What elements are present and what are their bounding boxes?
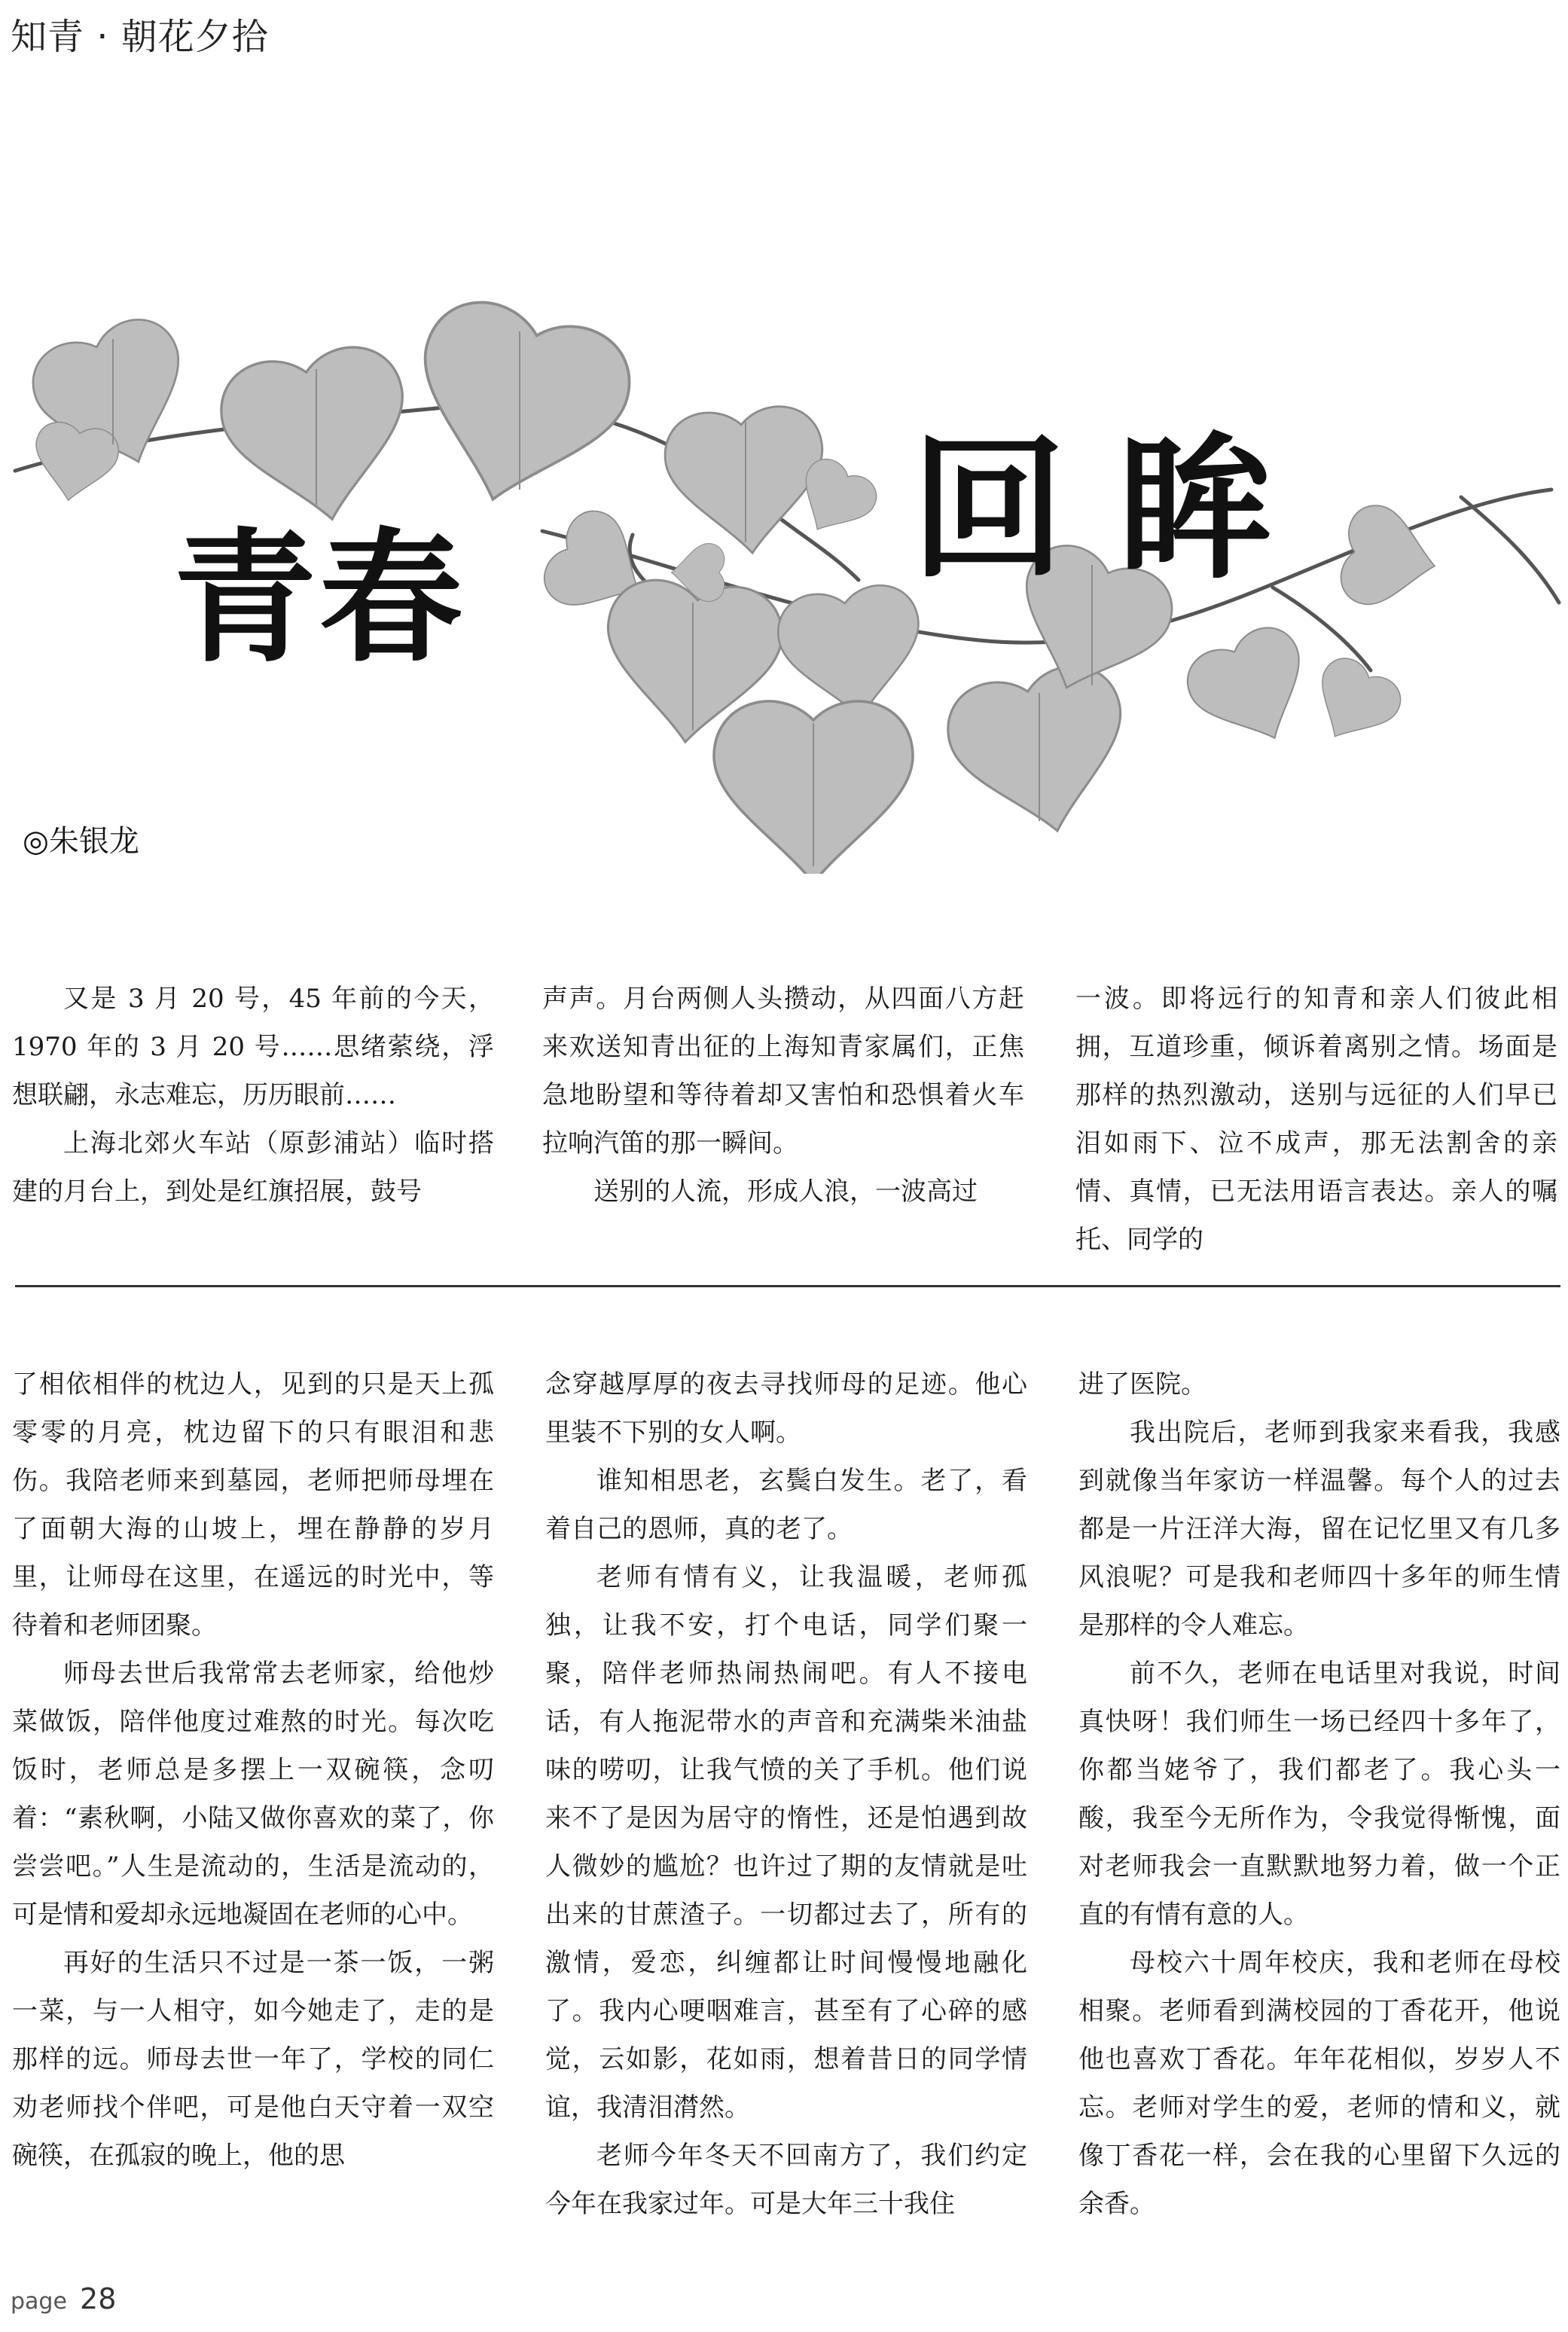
paragraph: 老师今年冬天不回南方了，我们约定今年在我家过年。可是大年三十我住 [545, 2141, 1027, 2219]
article-title-part1: 青春 [173, 515, 466, 682]
page-number: 28 [80, 2282, 117, 2315]
paragraph: 进了医院。 [1078, 1369, 1207, 1400]
paragraph: 又是 3 月 20 号，45 年前的今天，1970 年的 3 月 20 号……思绪萦绕，浮想联翩，永志难忘，历历眼前…… [12, 984, 494, 1110]
paragraph: 再好的生活只不过是一茶一饭，一粥一菜，与一人相守，如今她走了，走的是那样的远。师母去世一年了，学校的同仁劝老师找个伴吧，可是他白天守着一双空碗筷，在孤寂的晚上，他的思 [12, 1948, 494, 2171]
section-divider [15, 1285, 1560, 1287]
article-title-part2: 回眸 [911, 420, 1325, 600]
bottom-column-1 [12, 1360, 494, 2180]
paragraph: 师母去世后我常常去老师家，给他炒菜做饭，陪伴他度过难熬的时光。每次吃饭时，老师总是多摆上一双碗筷，念叨着：“素秋啊，小陆又做你喜欢的菜了，你尝尝吧。”人生是流动的，生活是流动的，可是情和爱却永远地凝固在老师的心中。 [12, 1659, 494, 1930]
paragraph: 念穿越厚厚的夜去寻找师母的足迹。他心里装不下别的女人啊。 [545, 1369, 1027, 1448]
page-footer [11, 2282, 116, 2315]
top-column-1 [12, 975, 494, 1216]
paragraph: 送别的人流，形成人浪，一波高过 [593, 1177, 978, 1207]
paragraph: 前不久，老师在电话里对我说，时间真快呀！我们师生一场已经四十多年了，你都当姥爷了，我们都老了。我心头一酸，我至今无所作为，令我觉得惭愧，面对老师我会一直默默地努力着，做一个正直的有情有意的人。 [1078, 1659, 1560, 1930]
paragraph: 谁知相思老，玄鬓白发生。老了，看着自己的恩师，真的老了。 [545, 1466, 1027, 1544]
paragraph: 母校六十周年校庆，我和老师在母校相聚。老师看到满校园的丁香花开，他说他也喜欢丁香花。年年花相似，岁岁人不忘。老师对学生的爱，老师的情和义，就像丁香花一样，会在我的心里留下久远的余香。 [1078, 1948, 1560, 2219]
paragraph: 我出院后，老师到我家来看我，我感到就像当年家访一样温馨。每个人的过去都是一片汪洋大海，留在记忆里又有几多风浪呢？可是我和老师四十多年的师生情是那样的令人难忘。 [1078, 1418, 1560, 1641]
paragraph: 一波。即将远行的知青和亲人们彼此相拥，互道珍重，倾诉着离别之情。场面是那样的热烈激动，送别与远征的人们早已泪如雨下、泣不成声，那无法割舍的亲情、真情，已无法用语言表达。亲人的嘱托、同学的 [1075, 984, 1557, 1255]
column-header: 知青 · 朝花夕拾 [11, 16, 269, 58]
paragraph: 老师有情有义，让我温暖，老师孤独，让我不安，打个电话，同学们聚一聚，陪伴老师热闹热闹吧。有人不接电话，有人拖泥带水的声音和充满柴米油盐味的唠叨，让我气愤的关了手机。他们说来不了是因为居守的惰性，还是怕遇到故人微妙的尴尬？也许过了期的友情就是吐出来的甘蔗渣子。一切都过去了，所有的激情，爱恋，纠缠都让时间慢慢地融化了。我内心哽咽难言，甚至有了心碎的感觉，云如影，花如雨，想着昔日的同学情谊，我清泪潸然。 [545, 1562, 1027, 2123]
paragraph: 了相依相伴的枕边人，见到的只是天上孤零零的月亮，枕边留下的只有眼泪和悲伤。我陪老师来到墓园，老师把师母埋在了面朝大海的山坡上，埋在静静的岁月里，让师母在这里，在遥远的时光中，等待着和老师团聚。 [12, 1369, 494, 1641]
author-byline: ◎朱银龙 [23, 824, 139, 859]
paragraph: 上海北郊火车站（原彭浦站）临时搭建的月台上，到处是红旗招展，鼓号 [12, 1128, 494, 1207]
top-column-2 [542, 975, 1024, 1216]
page-label: page [11, 2288, 67, 2315]
paragraph: 声声。月台两侧人头攒动，从四面八方赶来欢送知青出征的上海知青家属们，正焦急地盼望和等待着却又害怕和恐惧着火车拉响汽笛的那一瞬间。 [542, 984, 1024, 1158]
top-column-3 [1075, 975, 1557, 1264]
bottom-column-2 [545, 1360, 1027, 2228]
bottom-column-3 [1078, 1360, 1560, 2228]
